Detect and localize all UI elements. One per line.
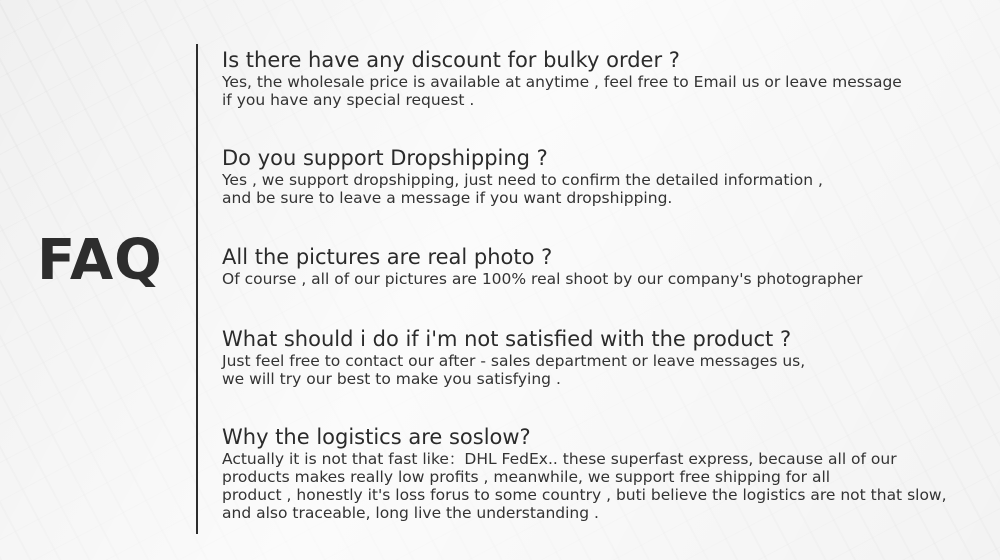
faq-answer: Yes, the wholesale price is available at anytime , feel free to Email us or leave message if you have any special request . — [222, 73, 902, 109]
faq-answer: Just feel free to contact our after - sales department or leave messages us, we will try our best to make you satisfying . — [222, 352, 806, 388]
faq-answer: Yes , we support dropshipping, just need to confirm the detailed information , and be sure to leave a message if you want dropshipping. — [222, 171, 823, 207]
faq-question: Do you support Dropshipping ? — [222, 146, 548, 170]
faq-item-dropshipping — [222, 145, 992, 207]
faq-item-not-satisfied — [222, 326, 992, 388]
faq-question: Why the logistics are soslow? — [222, 425, 531, 449]
faq-item-real-photo — [222, 244, 992, 288]
faq-answer: Actually it is not that fast like：DHL FedEx.. these superfast express, because all of our products makes really low profits , meanwhile, we support free shipping for all product , honestly it's loss forus to some country , buti believe the logistics are not that slow, and also traceable, long live the understanding . — [222, 450, 947, 522]
faq-question: All the pictures are real photo ? — [222, 245, 553, 269]
vertical-divider — [196, 44, 198, 534]
faq-answer: Of course , all of our pictures are 100% real shoot by our company's photographer — [222, 270, 863, 288]
faq-item-logistics — [222, 424, 992, 522]
faq-question: Is there have any discount for bulky order ? — [222, 48, 680, 72]
faq-item-discount — [222, 47, 992, 109]
faq-heading: FAQ — [37, 228, 163, 293]
faq-question: What should i do if i'm not satisfied with the product ? — [222, 327, 792, 351]
